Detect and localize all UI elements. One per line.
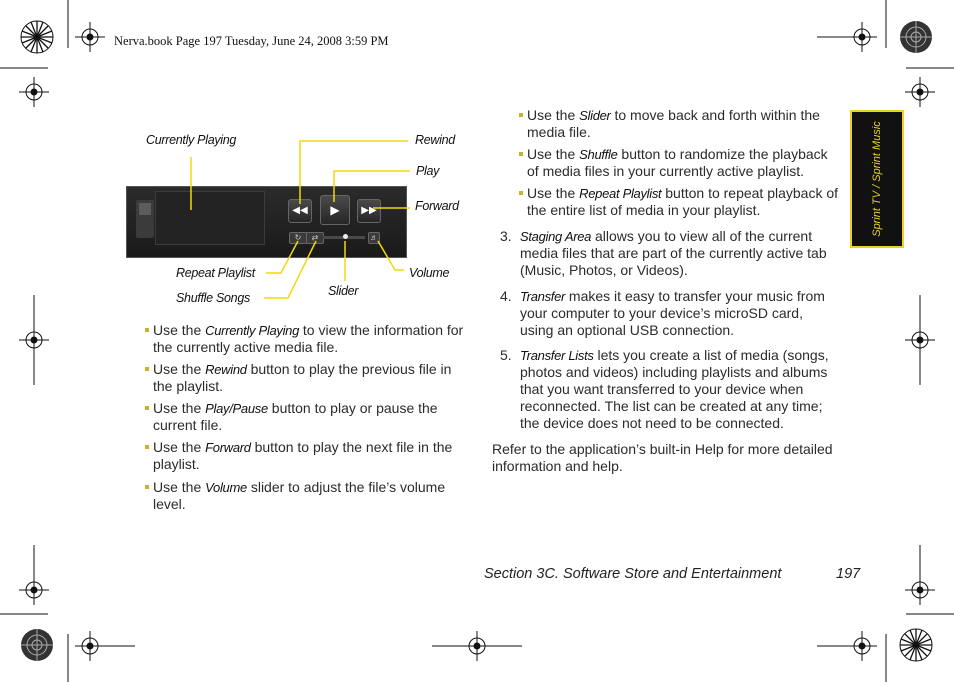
bullet-square-icon [519,191,523,195]
label-slider: Slider [328,284,359,298]
play-button: ▶ [320,195,350,225]
label-rewind: Rewind [415,133,455,147]
bullet-square-icon [145,445,149,449]
shuffle-icon: ⇄ [306,232,324,244]
print-slug: Nerva.book Page 197 Tuesday, June 24, 2008 3:59 PM [114,34,389,48]
numbered-item: 3. Staging Area allows you to view all of the current media files that are part of the currently active tab (Music, Photos, or Videos). [500,228,827,278]
bullet-item: Use the Shuffle button to randomize the playback of media files in your currently active playlist. [527,146,841,180]
bullet-item: Use the Slider to move back and forth within the media file. [527,107,839,141]
bullet-item: Use the Rewind button to play the previous file in the playlist. [153,361,465,395]
bullet-item: Use the Forward button to play the next file in the playlist. [153,439,465,473]
label-play: Play [416,164,440,178]
bullet-item: Use the Play/Pause button to play or pause the current file. [153,400,453,434]
bullet-square-icon [145,328,149,332]
bullet-item: Use the Currently Playing to view the information for the currently active media file. [153,322,471,356]
bullet-square-icon [145,485,149,489]
bullet-item: Use the Repeat Playlist button to repeat playback of the entire list of media in your playlist. [527,185,843,219]
rewind-button: ◀◀ [288,199,312,223]
volume-icon: ♬ [370,233,378,242]
numbered-item: 5. Transfer Lists lets you create a list of media (songs, photos and videos) including playlists and albums that you want transferred to your device when reconnected. The list can be created at any time; the device does not need to be connected. [500,347,829,431]
side-tab-label: Sprint TV / Sprint Music [871,121,883,237]
repeat-playlist-icon: ↻ [289,232,307,244]
bullet-square-icon [519,113,523,117]
label-volume: Volume [409,266,450,280]
label-shuffle-songs: Shuffle Songs [176,291,250,305]
label-currently-playing: Currently Playing [146,133,237,147]
numbered-item: 4. Transfer makes it easy to transfer your music from your computer to your device’s microSD card, using an optional USB connection. [500,288,825,338]
bullet-square-icon [145,406,149,410]
footer-section-title: Section 3C. Software Store and Entertainment [484,566,782,582]
label-forward: Forward [415,199,459,213]
page-number: 197 [836,566,861,582]
bullet-square-icon [145,367,149,371]
bullet-item: Use the Volume slider to adjust the file’s volume level. [153,479,459,513]
forward-button: ▶▶ [357,199,381,223]
label-repeat-playlist: Repeat Playlist [176,266,255,280]
closing-paragraph: Refer to the application’s built-in Help for more detailed information and help. [492,441,833,474]
bullet-square-icon [519,152,523,156]
